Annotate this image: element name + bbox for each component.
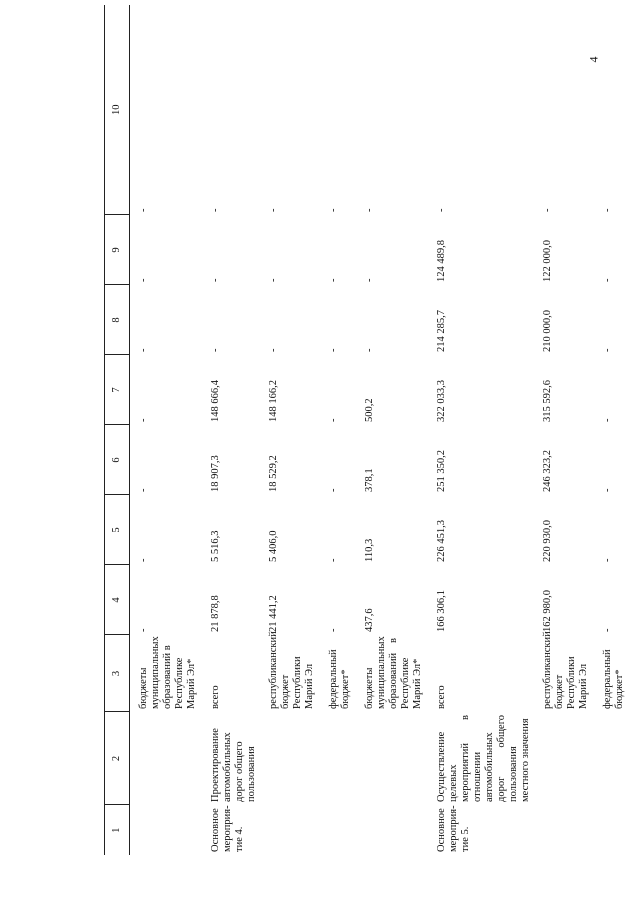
table-row [210, 5, 268, 855]
value-cell: 500,2 [364, 398, 375, 422]
value-cell: - [364, 348, 375, 352]
value-cell: - [138, 628, 149, 632]
value-cell: - [364, 208, 375, 212]
column-header: 6 [105, 425, 130, 495]
table-row [364, 5, 436, 855]
value-cell: - [328, 418, 339, 422]
description-cell [268, 712, 328, 805]
value-cell: - [210, 208, 221, 212]
event-cell [602, 805, 626, 855]
value-cell: 148 166,2 [268, 380, 279, 422]
column-header: 7 [105, 355, 130, 425]
column-header: 3 [105, 635, 130, 712]
value-cell: - [328, 628, 339, 632]
value-cell: 378,1 [364, 468, 375, 492]
source-cell: республиканский бюджет Республики Марий Эл [542, 631, 589, 709]
table-row [436, 5, 542, 855]
source-cell: бюджеты муниципальных образований в Республике Марий Эл* [364, 636, 423, 709]
value-cell: - [602, 278, 613, 282]
value-cell: 315 592,6 [542, 380, 553, 422]
value-cell: - [602, 208, 613, 212]
budget-table [104, 5, 626, 855]
value-cell: 148 666,4 [210, 380, 221, 422]
source-cell: федеральный бюджет* [328, 649, 351, 709]
description-cell [328, 712, 364, 805]
source-cell: республиканский бюджет Республики Марий Эл [268, 631, 315, 709]
value-cell: - [268, 348, 279, 352]
column-header: 4 [105, 565, 130, 635]
value-cell: - [602, 418, 613, 422]
column-header: 9 [105, 215, 130, 285]
value-cell: 251 350,2 [436, 450, 447, 492]
value-cell: 226 451,3 [436, 520, 447, 562]
table-row [268, 5, 328, 855]
value-cell: - [328, 488, 339, 492]
value-cell: 18 907,3 [210, 455, 221, 492]
column-header: 5 [105, 495, 130, 565]
value-cell: - [138, 558, 149, 562]
value-cell: - [602, 348, 613, 352]
value-cell: 122 000,0 [542, 240, 553, 282]
column-header: 1 [105, 805, 130, 855]
value-cell: 5 516,3 [210, 530, 221, 562]
value-cell: 21 441,2 [268, 595, 279, 632]
value-cell: - [328, 558, 339, 562]
value-cell: - [602, 628, 613, 632]
value-cell: - [268, 208, 279, 212]
description-cell [542, 712, 602, 805]
description-cell [602, 712, 626, 805]
table-row [602, 5, 626, 855]
value-cell: - [138, 488, 149, 492]
column-header: 2 [105, 712, 130, 805]
value-cell: 220 930,0 [542, 520, 553, 562]
value-cell: - [138, 418, 149, 422]
event-cell: Основное мероприя-тие 4. [210, 805, 245, 852]
value-cell: 246 323,2 [542, 450, 553, 492]
value-cell: 166 306,1 [436, 590, 447, 632]
description-cell [130, 712, 211, 805]
column-header: 10 [105, 5, 130, 215]
table-row [542, 5, 602, 855]
value-cell: - [138, 278, 149, 282]
value-cell: 437,6 [364, 608, 375, 632]
event-cell: Основное мероприя-тие 5. [436, 805, 471, 852]
value-cell: 322 033,3 [436, 380, 447, 422]
event-cell [268, 805, 328, 855]
event-cell [130, 805, 211, 855]
source-cell: всего [210, 685, 221, 709]
description-cell: Проектирование автомобильных дорог общего пользования [210, 728, 257, 802]
value-cell: 21 878,8 [210, 595, 221, 632]
value-cell: 5 406,0 [268, 530, 279, 562]
event-cell [364, 805, 436, 855]
value-cell: - [364, 278, 375, 282]
value-cell: - [138, 348, 149, 352]
value-cell: 162 980,0 [542, 590, 553, 632]
value-cell: 18 529,2 [268, 455, 279, 492]
column-header: 8 [105, 285, 130, 355]
value-cell: - [328, 348, 339, 352]
value-cell: - [328, 208, 339, 212]
value-cell: - [210, 278, 221, 282]
value-cell: - [602, 558, 613, 562]
page-number: 4 [586, 56, 601, 63]
table-row [130, 5, 211, 855]
value-cell: - [210, 348, 221, 352]
table-row [328, 5, 364, 855]
value-cell: 110,3 [364, 538, 375, 562]
value-cell: 124 489,8 [436, 240, 447, 282]
source-cell: бюджеты муниципальных образований в Республике Марий Эл* [138, 636, 197, 709]
event-cell [542, 805, 602, 855]
description-cell [364, 712, 436, 805]
rotated-table-container [104, 5, 624, 855]
event-cell [328, 805, 364, 855]
description-cell: Осуществление целевых мероприятий в отношении автомобильных дорог общего пользования местного значения [436, 715, 531, 802]
value-cell: 210 000,0 [542, 310, 553, 352]
value-cell: - [268, 278, 279, 282]
source-cell: всего [436, 685, 447, 709]
value-cell: - [542, 208, 553, 212]
value-cell: - [436, 208, 447, 212]
value-cell: - [328, 278, 339, 282]
header-row [105, 5, 130, 855]
value-cell: - [138, 208, 149, 212]
value-cell: - [602, 488, 613, 492]
source-cell: федеральный бюджет* [602, 649, 625, 709]
value-cell: 214 285,7 [436, 310, 447, 352]
